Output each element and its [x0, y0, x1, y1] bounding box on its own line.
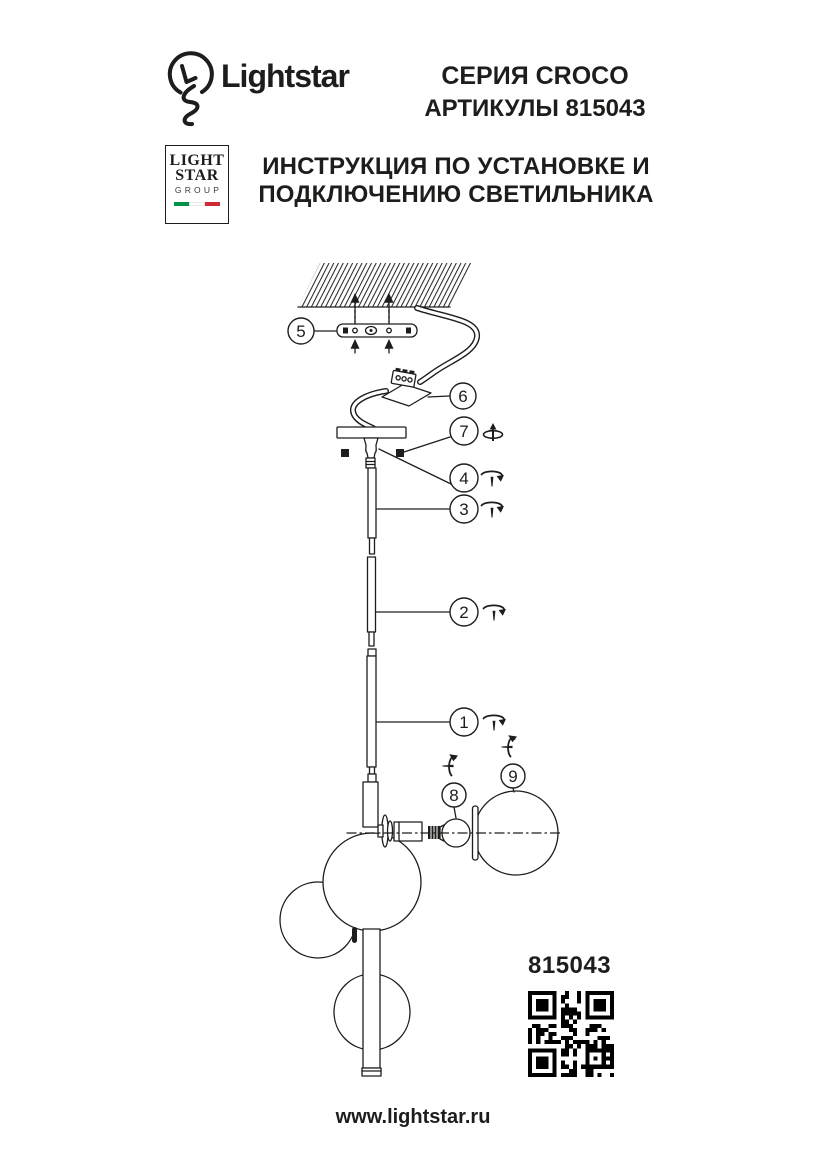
header-titles — [395, 60, 675, 124]
article-number: 815043 — [528, 952, 612, 979]
callout-6 — [428, 383, 476, 409]
instruction-title-line2: ПОДКЛЮЧЕНИЮ СВЕТИЛЬНИКА — [258, 181, 654, 209]
callout-3 — [377, 495, 504, 523]
rod-section-2 — [368, 557, 376, 646]
ceiling-hatch — [298, 263, 472, 307]
series-title: СЕРИЯ CROCO — [441, 62, 629, 90]
svg-text:9: 9 — [508, 767, 518, 786]
callout-9 — [501, 735, 525, 792]
group-logo-star: STAR — [175, 167, 219, 185]
qr-code — [528, 991, 614, 1077]
svg-text:1: 1 — [459, 713, 469, 732]
rod-section-upper — [368, 468, 376, 554]
twist-down-icon — [484, 605, 507, 620]
svg-text:8: 8 — [449, 786, 459, 805]
mounting-bracket — [337, 324, 417, 337]
callout-2 — [376, 598, 506, 626]
rod-section-1 — [363, 649, 378, 827]
callout-7 — [404, 417, 503, 452]
instruction-title-line1: ИНСТРУКЦИЯ ПО УСТАНОВКЕ И — [262, 153, 650, 180]
instruction-title — [250, 153, 662, 210]
svg-text:3: 3 — [459, 500, 469, 519]
twist-down-icon — [484, 715, 507, 730]
callout-5 — [288, 318, 336, 344]
assembly-diagram — [0, 240, 826, 1110]
website-url: www.lightstar.ru — [335, 1106, 491, 1128]
svg-text:2: 2 — [459, 603, 469, 622]
twist-down-icon — [482, 471, 505, 486]
twist-up-icon — [484, 423, 503, 441]
lightbulb-logo-icon — [163, 46, 219, 130]
callout-8 — [442, 754, 466, 818]
callout-1 — [377, 708, 506, 736]
lightstar-group-logo — [165, 145, 229, 224]
twist-side-icon — [502, 735, 518, 756]
group-logo-light: LIGHT — [169, 152, 225, 169]
terminal-block — [382, 367, 431, 406]
svg-text:5: 5 — [296, 322, 306, 341]
glass-spheres-cluster — [280, 833, 421, 1076]
svg-text:4: 4 — [459, 469, 469, 488]
lightstar-logo — [163, 46, 219, 130]
italian-flag-stripe — [174, 202, 220, 206]
brand-wordmark: Lightstar — [221, 58, 349, 94]
svg-text:6: 6 — [458, 387, 468, 406]
group-logo-group: GROUP — [174, 185, 223, 196]
articles-line: АРТИКУЛЫ 815043 — [424, 94, 646, 122]
ceiling-canopy — [337, 427, 406, 468]
twist-down-icon — [482, 502, 505, 517]
svg-text:7: 7 — [459, 422, 469, 441]
twist-side-icon — [443, 754, 459, 775]
